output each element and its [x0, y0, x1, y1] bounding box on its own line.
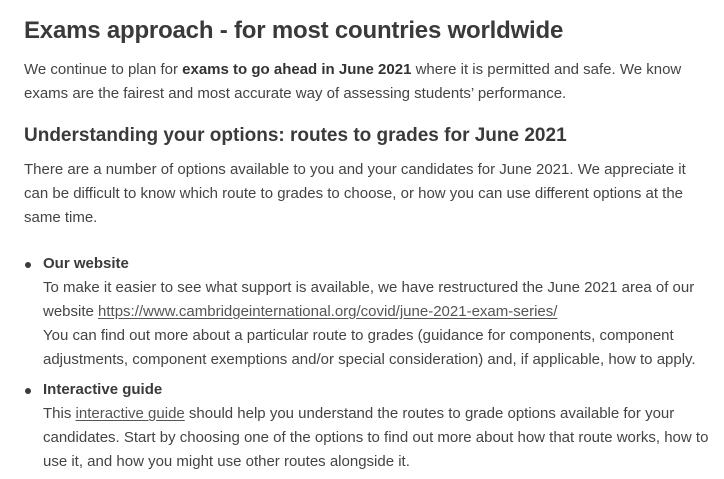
interactive-guide-link[interactable]: interactive guide [75, 405, 185, 422]
routes-list [24, 252, 714, 474]
intro-text-before: We continue to plan for [24, 61, 183, 78]
list-item-interactive-guide [24, 378, 714, 474]
item-text: To make it easier to see what support is available, we have restructured the June 2021 area of our website [43, 279, 695, 320]
item-text-after: You can find out more about a particular route to grades (guidance for components, component adjustments, component exemptions and/or special consideration) and, if applicable, how to apply. [43, 327, 696, 368]
options-paragraph: There are a number of options available to you and your candidates for June 2021. We appreciate it can be difficult to know which route to grades to choose, or how you can use different options at the same time. [24, 161, 686, 226]
list-item-our-website [24, 252, 714, 372]
intro-paragraph [24, 58, 714, 106]
page-title: Exams approach - for most countries worldwide [24, 17, 564, 44]
item-text-after: should help you understand the routes to grade options available for your candidates. Start by choosing one of the options to find out more about how that route works, how to use it, and how you might use other routes alongside it. [43, 405, 709, 470]
item-title: Our website [43, 255, 129, 272]
bullet-icon [25, 262, 31, 268]
bullet-icon [25, 388, 31, 394]
item-text: This [43, 405, 76, 422]
intro-bold-text: exams to go ahead in June 2021 [182, 61, 412, 78]
item-title: Interactive guide [43, 381, 163, 398]
website-link[interactable]: https://www.cambridgeinternational.org/covid/june-2021-exam-series/ [98, 303, 558, 320]
section-heading: Understanding your options: routes to grades for June 2021 [24, 125, 567, 146]
intro-text-after: where it is permitted and safe. We know exams are the fairest and most accurate way of assessing students’ performance. [24, 61, 682, 102]
